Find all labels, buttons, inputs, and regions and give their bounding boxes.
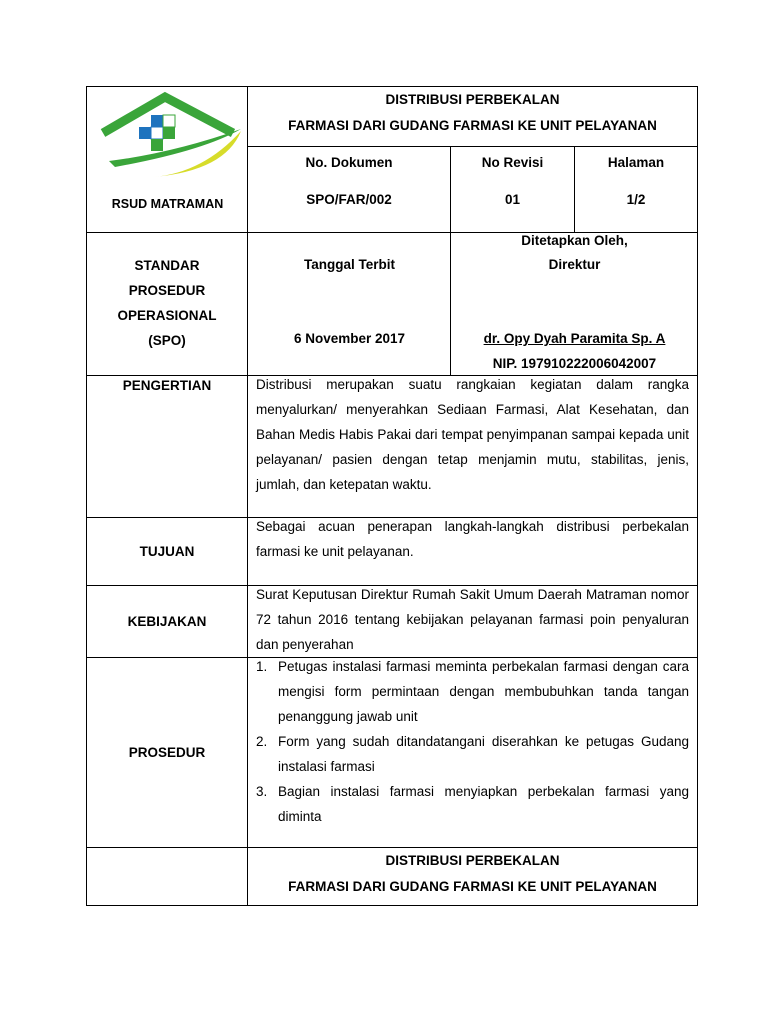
kebijakan-label-cell — [87, 586, 248, 658]
footer-title-cell — [248, 848, 698, 906]
prosedur-step-text: Bagian instalasi farmasi menyiapkan perbekalan farmasi yang diminta — [278, 784, 690, 824]
hospital-logo-icon — [93, 91, 243, 191]
kebijakan-text-cell — [248, 586, 698, 658]
tujuan-label-cell — [87, 518, 248, 586]
footer-title-line-1: DISTRIBUSI PERBEKALAN — [385, 853, 560, 868]
prosedur-step-number: 3. — [256, 784, 268, 799]
spo-document — [86, 86, 697, 906]
spo-line-3: OPERASIONAL — [117, 308, 217, 323]
prosedur-steps-cell — [248, 658, 698, 848]
doc-no-value: SPO/FAR/002 — [306, 192, 392, 207]
spo-line-2: PROSEDUR — [128, 283, 206, 298]
prosedur-list — [248, 654, 697, 829]
issue-date-cell — [248, 233, 451, 376]
prosedur-step-number: 2. — [256, 734, 268, 749]
title-cell — [248, 87, 698, 147]
doc-no-cell — [248, 147, 451, 233]
kebijakan-label: KEBIJAKAN — [127, 614, 207, 629]
issue-date-label: Tanggal Terbit — [304, 257, 395, 272]
prosedur-step — [248, 779, 689, 829]
pengertian-label-cell — [87, 376, 248, 518]
prosedur-step — [248, 729, 689, 779]
pengertian-text-cell — [248, 376, 698, 518]
spo-cell — [87, 233, 248, 376]
prosedur-step-text: Petugas instalasi farmasi meminta perbekalan farmasi dengan cara mengisi form permintaan dengan membubuhkan tanda tangan penanggung jawab unit — [278, 659, 690, 724]
tujuan-text-cell — [248, 518, 698, 586]
prosedur-label: PROSEDUR — [128, 745, 206, 760]
approver-role: Direktur — [548, 257, 601, 272]
logo-cell — [87, 87, 248, 233]
pengertian-text: Distribusi merupakan suatu rangkaian kegiatan dalam rangka menyalurkan/ menyerahkan Sediaan Farmasi, Alat Kesehatan, dan Bahan Medis Habis Pakai dari tempat penyimpanan sampai kepada unit pelayanan/ pasien dengan tetap menjamin mutu, stabilitas, jenis, jumlah, dan ketepatan waktu. — [256, 377, 690, 492]
approver-name: dr. Opy Dyah Paramita Sp. A — [483, 331, 666, 346]
tujuan-label: TUJUAN — [139, 544, 195, 559]
prosedur-step-number: 1. — [256, 659, 268, 674]
page-value: 1/2 — [626, 192, 646, 207]
revision-value: 01 — [504, 192, 521, 207]
approval-cell — [451, 233, 698, 376]
tujuan-text: Sebagai acuan penerapan langkah-langkah distribusi perbekalan farmasi ke unit pelayanan. — [256, 519, 690, 559]
spo-line-1: STANDAR — [134, 258, 200, 273]
prosedur-step — [248, 654, 689, 729]
hospital-name: RSUD MATRAMAN — [111, 197, 224, 211]
spo-line-4: (SPO) — [148, 333, 186, 348]
page-cell — [575, 147, 698, 233]
kebijakan-text: Surat Keputusan Direktur Rumah Sakit Umum Daerah Matraman nomor 72 tahun 2016 tentang kebijakan pelayanan farmasi poin penyaluran dan penyerahan — [256, 587, 690, 652]
prosedur-step-text: Form yang sudah ditandatangani diserahkan ke petugas Gudang instalasi farmasi — [278, 734, 690, 774]
prosedur-label-cell — [87, 658, 248, 848]
title-line-1: DISTRIBUSI PERBEKALAN — [385, 92, 560, 107]
approver-nip: NIP. 197910222006042007 — [492, 356, 657, 371]
spo-table — [86, 86, 698, 906]
issue-date-value: 6 November 2017 — [293, 331, 406, 346]
page-label: Halaman — [607, 155, 665, 170]
title-line-2: FARMASI DARI GUDANG FARMASI KE UNIT PELAYANAN — [288, 118, 657, 133]
revision-label: No Revisi — [481, 155, 544, 170]
revision-cell — [451, 147, 575, 233]
doc-no-label: No. Dokumen — [305, 155, 393, 170]
footer-title-line-2: FARMASI DARI GUDANG FARMASI KE UNIT PELAYANAN — [288, 879, 657, 894]
footer-blank-cell — [87, 848, 248, 906]
approved-by-label: Ditetapkan Oleh, — [521, 233, 628, 248]
pengertian-label: PENGERTIAN — [122, 378, 212, 393]
